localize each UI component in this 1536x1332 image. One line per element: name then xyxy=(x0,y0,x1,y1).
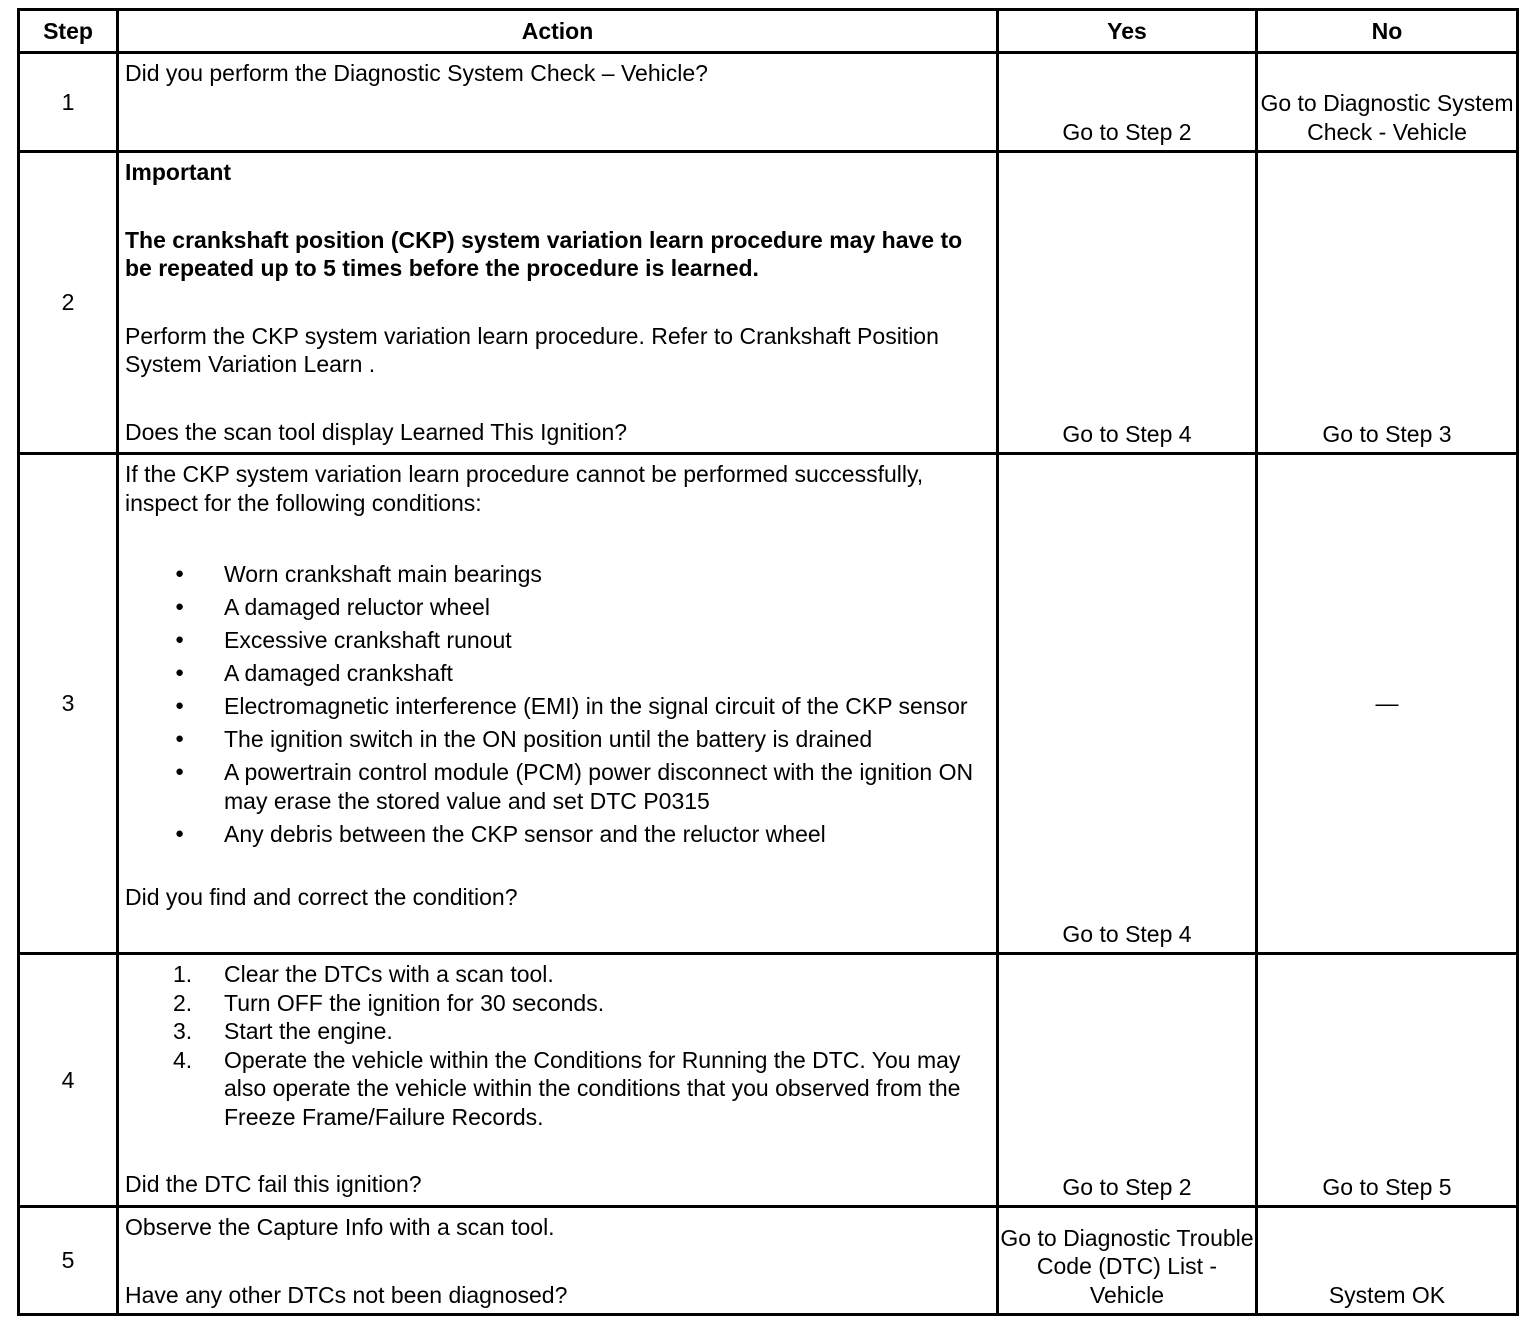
step-intro: If the CKP system variation learn procedure cannot be performed successfully, inspect for the following conditions: xyxy=(125,461,924,516)
header-action: Action xyxy=(118,10,998,53)
list-item xyxy=(125,1017,990,1046)
yes-result: Go to Step 2 xyxy=(998,53,1257,152)
action-cell xyxy=(118,152,998,454)
step-number: 5 xyxy=(19,1207,118,1315)
list-text: Clear the DTCs with a scan tool. xyxy=(224,961,554,987)
no-result: — xyxy=(1257,454,1518,954)
list-text: Start the engine. xyxy=(224,1018,393,1044)
step-question: Does the scan tool display Learned This Ignition? xyxy=(125,418,628,445)
table-row-step-1 xyxy=(19,53,1518,152)
action-cell xyxy=(118,53,998,152)
important-heading: Important xyxy=(125,159,232,185)
list-number: 3. xyxy=(173,1018,193,1044)
table-row-step-2 xyxy=(19,152,1518,454)
header-row xyxy=(19,10,1518,53)
header-step: Step xyxy=(19,10,118,53)
list-item xyxy=(125,1046,990,1132)
no-result: Go to Step 5 xyxy=(1257,954,1518,1207)
action-cell xyxy=(118,1207,998,1315)
list-text: Turn OFF the ignition for 30 seconds. xyxy=(224,989,605,1016)
list-number: 1. xyxy=(173,961,193,987)
list-item xyxy=(125,960,990,989)
step-instruction: Perform the CKP system variation learn procedure. Refer to Crankshaft Position System Variation Learn . xyxy=(125,322,939,377)
header-no: No xyxy=(1257,10,1518,53)
no-result: Go to Step 3 xyxy=(1257,152,1518,454)
table-row-step-4 xyxy=(19,954,1518,1207)
conditions-list xyxy=(125,560,990,848)
list-item: ● The ignition switch in the ON position until the battery is drained xyxy=(125,725,990,754)
table-row-step-5 xyxy=(19,1207,1518,1315)
header-yes: Yes xyxy=(998,10,1257,53)
procedure-list xyxy=(125,960,990,1131)
list-item: ● A damaged crankshaft xyxy=(125,659,990,688)
step-number: 2 xyxy=(19,152,118,454)
list-item xyxy=(125,989,990,1018)
list-item: ● A damaged reluctor wheel xyxy=(125,593,990,622)
yes-result: Go to Diagnostic Trouble Code (DTC) List - Vehicle xyxy=(998,1207,1257,1315)
no-result: System OK xyxy=(1257,1207,1518,1315)
step-question: Did the DTC fail this ignition? xyxy=(125,1171,422,1197)
step-question: Did you perform the Diagnostic System Check – Vehicle? xyxy=(125,60,708,86)
yes-result: Go to Step 4 xyxy=(998,454,1257,954)
step-number: 3 xyxy=(19,454,118,954)
action-cell xyxy=(118,454,998,954)
yes-result: Go to Step 2 xyxy=(998,954,1257,1207)
diagnostic-table xyxy=(17,8,1519,1316)
action-cell xyxy=(118,954,998,1207)
important-notice: The crankshaft position (CKP) system variation learn procedure may have to be repeated up to 5 times before the procedure is learned. xyxy=(125,226,963,281)
yes-result: Go to Step 4 xyxy=(998,152,1257,454)
list-item: ● A powertrain control module (PCM) power disconnect with the ignition ON may erase the stored value and set DTC P0315 xyxy=(125,758,990,815)
no-result: Go to Diagnostic System Check - Vehicle xyxy=(1257,53,1518,152)
step-number: 1 xyxy=(19,53,118,152)
table-row-step-3 xyxy=(19,454,1518,954)
step-question: Did you find and correct the condition? xyxy=(125,883,518,910)
list-item: ● Excessive crankshaft runout xyxy=(125,626,990,655)
list-text: Operate the vehicle within the Conditions for Running the DTC. You may also operate the vehicle within the conditions that you observed from the Freeze Frame/Failure Records. xyxy=(224,1046,961,1130)
list-item: ● Worn crankshaft main bearings xyxy=(125,560,990,589)
list-item: ● Any debris between the CKP sensor and the reluctor wheel xyxy=(125,820,990,849)
step-instruction: Observe the Capture Info with a scan tool. xyxy=(125,1214,555,1240)
list-number: 2. xyxy=(173,989,193,1016)
list-number: 4. xyxy=(173,1046,193,1073)
list-item: ● Electromagnetic interference (EMI) in the signal circuit of the CKP sensor xyxy=(125,692,990,721)
step-number: 4 xyxy=(19,954,118,1207)
step-question: Have any other DTCs not been diagnosed? xyxy=(125,1281,568,1308)
